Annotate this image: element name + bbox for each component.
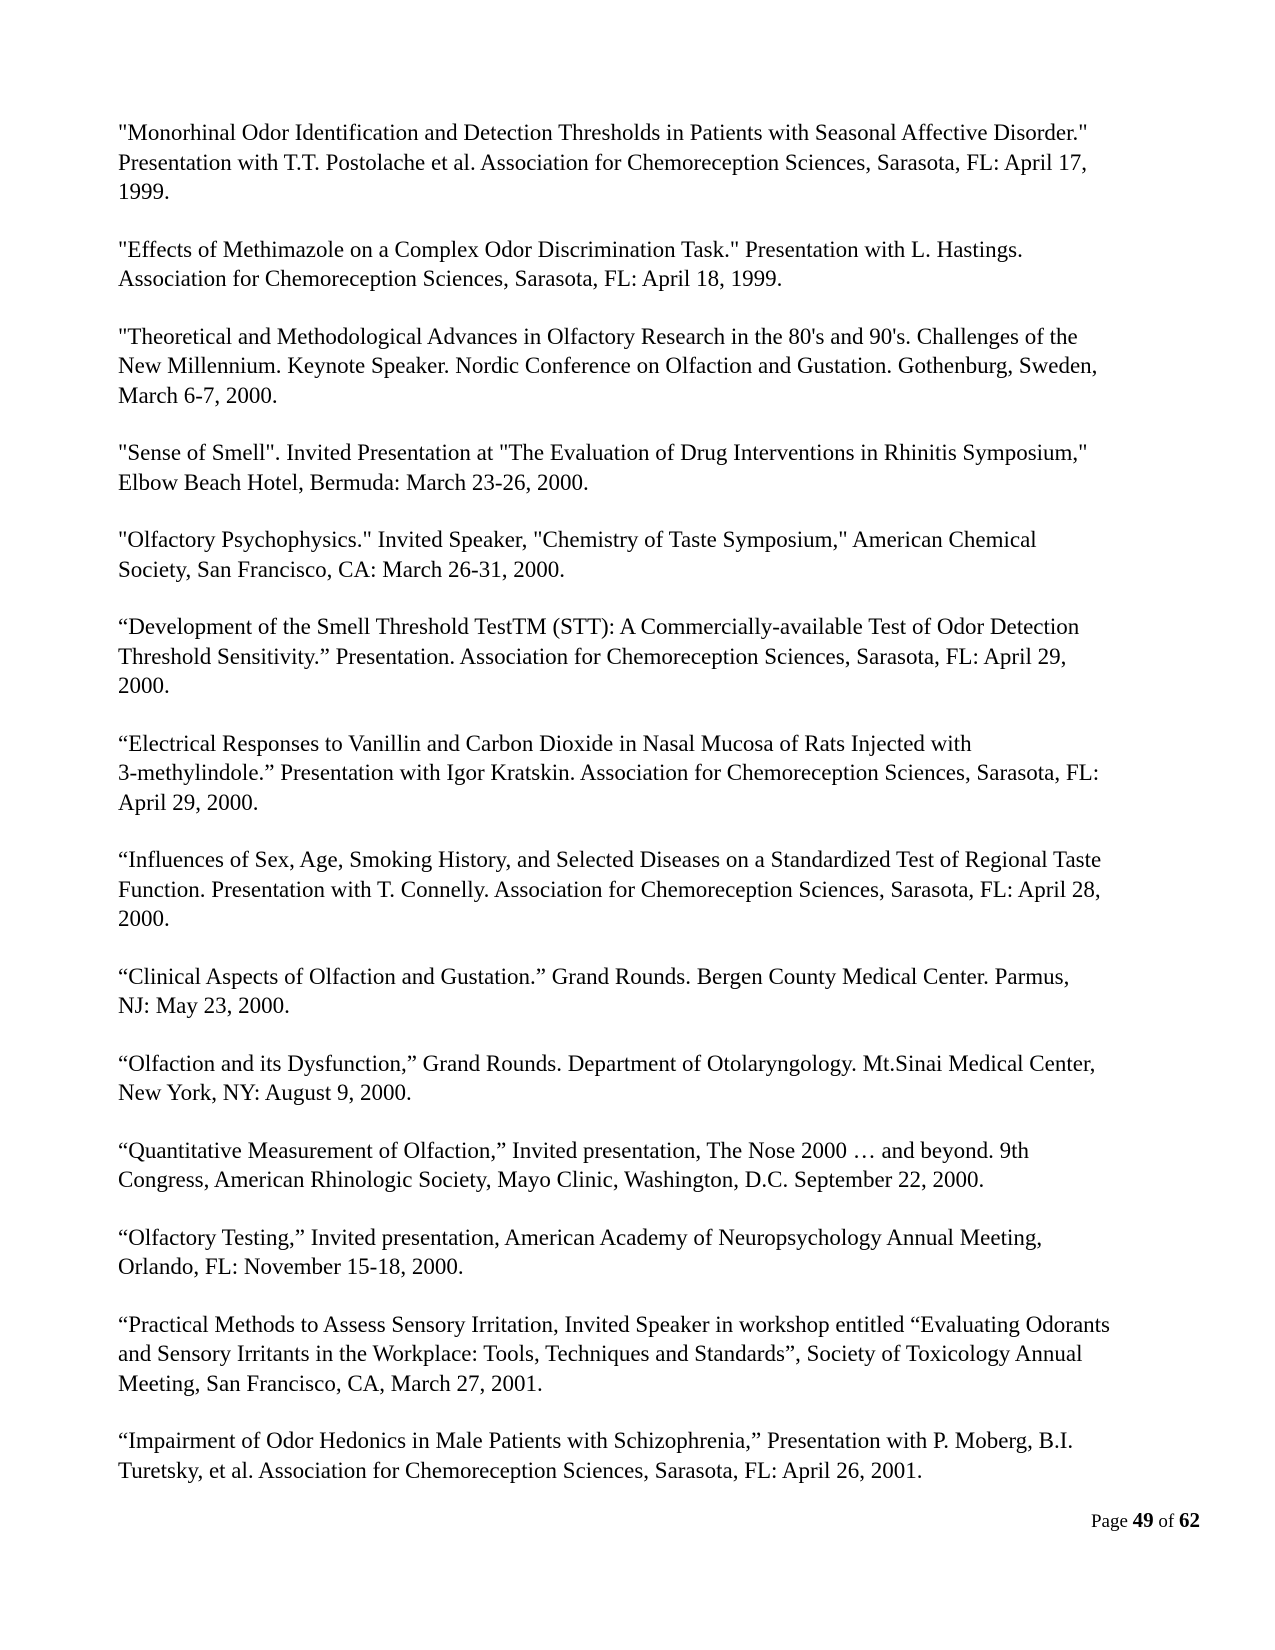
page-total: 62	[1179, 1508, 1200, 1532]
citation-entry: “Practical Methods to Assess Sensory Irritation, Invited Speaker in workshop entitled “Evaluating Odorants and Sensory Irritants in the Workplace: Tools, Techniques and Standards”, Society of Toxicology Annual Meeting, San Francisco, CA, March 27, 2001.	[118, 1311, 1110, 1396]
citation-entry: "Effects of Methimazole on a Complex Odor Discrimination Task." Presentation with L. Hastings. Association for Chemoreception Sciences, Sarasota, FL: April 18, 1999.	[118, 236, 1023, 291]
citation-entry: "Theoretical and Methodological Advances in Olfactory Research in the 80's and 90's. Challenges of the New Millennium. Keynote Speaker. Nordic Conference on Olfaction and Gustation. Gothenburg, Sweden, March 6-7, 2000.	[118, 323, 1098, 408]
page-footer	[1091, 1508, 1200, 1534]
citation-entry: “Olfactory Testing,” Invited presentation, American Academy of Neuropsychology Annual Meeting, Orlando, FL: November 15-18, 2000.	[118, 1224, 1043, 1279]
citation-entry: “Electrical Responses to Vanillin and Carbon Dioxide in Nasal Mucosa of Rats Injected with 3-methylindole.” Presentation with Igor Kratskin. Association for Chemoreception Sciences, Sarasota, FL: April 29, 2000.	[118, 730, 1100, 815]
citation-entry: “Clinical Aspects of Olfaction and Gustation.” Grand Rounds. Bergen County Medical Center. Parmus, NJ: May 23, 2000.	[118, 963, 1070, 1018]
citation-entry: “Influences of Sex, Age, Smoking History, and Selected Diseases on a Standardized Test of Regional Taste Function. Presentation with T. Connelly. Association for Chemoreception Sciences, Sarasota, FL: April 28, 2000.	[118, 847, 1102, 931]
of-label: of	[1158, 1511, 1175, 1532]
citation-entry: "Monorhinal Odor Identification and Detection Thresholds in Patients with Seasonal Affective Disorder." Presentation with T.T. Postolache et al. Association for Chemoreception Sciences, Sarasota, FL: April 17, 1999.	[118, 120, 1088, 204]
page-number: 49	[1132, 1508, 1154, 1532]
citation-entry: “Impairment of Odor Hedonics in Male Patients with Schizophrenia,” Presentation with P. Moberg, B.I. Turetsky, et al. Association for Chemoreception Sciences, Sarasota, FL: April 26, 2001.	[118, 1428, 1074, 1483]
citation-entry: “Development of the Smell Threshold TestTM (STT): A Commercially-available Test of Odor Detection Threshold Sensitivity.” Presentation. Association for Chemoreception Sciences, Sarasota, FL: April 29, 2000.	[118, 614, 1080, 698]
citation-entry: “Olfaction and its Dysfunction,” Grand Rounds. Department of Otolaryngology. Mt.Sinai Medical Center, New York, NY: August 9, 2000.	[118, 1050, 1096, 1105]
document-body	[118, 118, 1200, 1513]
citation-entry: "Sense of Smell". Invited Presentation at "The Evaluation of Drug Interventions in Rhinitis Symposium," Elbow Beach Hotel, Bermuda: March 23-26, 2000.	[118, 440, 1088, 495]
citation-entry: “Quantitative Measurement of Olfaction,” Invited presentation, The Nose 2000 … and beyond. 9th Congress, American Rhinologic Society, Mayo Clinic, Washington, D.C. September 22, 2000.	[118, 1137, 1030, 1192]
citation-entry: "Olfactory Psychophysics." Invited Speaker, "Chemistry of Taste Symposium," American Chemical Society, San Francisco, CA: March 26-31, 2000.	[118, 527, 1037, 582]
page-label: Page	[1090, 1511, 1128, 1532]
